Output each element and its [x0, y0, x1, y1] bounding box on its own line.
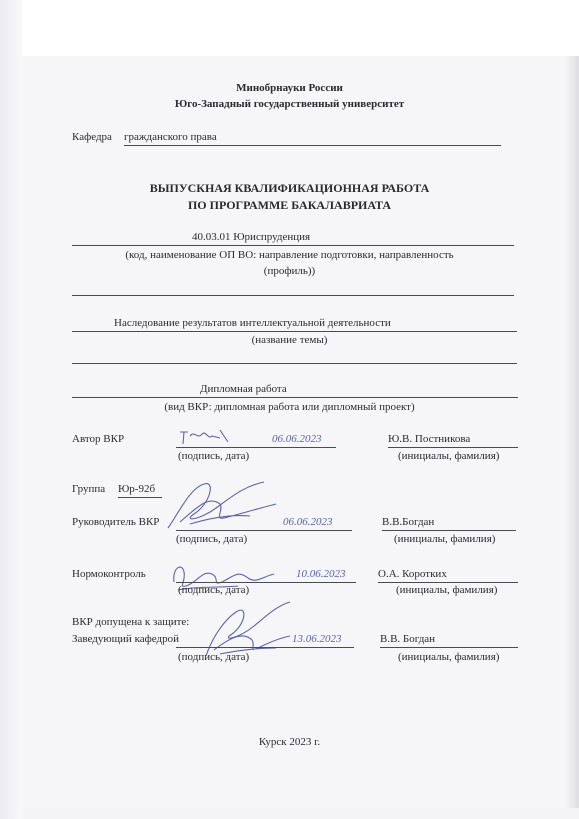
supervisor-sign-hint: (подпись, дата): [176, 533, 248, 545]
normcontrol-name-underline: [378, 582, 518, 583]
author-sign-hint: (подпись, дата): [178, 450, 250, 462]
normcontrol-label: Нормоконтроль: [72, 568, 146, 580]
normcontrol-sign-underline: [176, 582, 356, 583]
supervisor-signature: [160, 474, 280, 538]
city-year: Курск 2023 г.: [258, 736, 321, 748]
scan-right-shadow: [565, 56, 579, 808]
supervisor-name-hint: (инициалы, фамилия): [394, 533, 496, 545]
document-title-line1: ВЫПУСКНАЯ КВАЛИФИКАЦИОННАЯ РАБОТА: [149, 181, 430, 195]
university-name: Юго-Западный государственный университет: [174, 98, 405, 110]
normcontrol-date: 10.06.2023: [296, 568, 346, 580]
supervisor-name: В.В.Богдан: [382, 516, 435, 528]
supervisor-name-underline: [382, 530, 516, 531]
author-date: 06.06.2023: [272, 433, 322, 445]
author-label: Автор ВКР: [72, 433, 125, 445]
department-label: Кафедра: [72, 131, 112, 143]
supervisor-date: 06.06.2023: [283, 516, 333, 528]
program-value: 40.03.01 Юриспруденция: [192, 231, 311, 243]
document-page: [22, 56, 565, 808]
topic-hint: (название темы): [251, 334, 328, 346]
work-type-hint: (вид ВКР: дипломная работа или дипломный проект): [164, 401, 415, 413]
work-type-value: Дипломная работа: [200, 383, 287, 395]
program-extra-line: [72, 295, 514, 296]
topic-extra-line: [72, 363, 517, 364]
department-value: гражданского права: [124, 131, 217, 143]
author-name: Ю.В. Постникова: [388, 433, 471, 445]
group-underline: [118, 497, 162, 498]
head-of-department-name-underline: [380, 647, 518, 648]
scan-top-margin: [22, 0, 579, 56]
head-of-department-sign-hint: (подпись, дата): [178, 651, 250, 663]
scan-bottom-margin: [22, 808, 579, 819]
program-underline: [72, 245, 514, 246]
head-of-department-date: 13.06.2023: [292, 633, 342, 645]
author-name-hint: (инициалы, фамилия): [398, 450, 500, 462]
department-underline: [124, 145, 501, 146]
normcontrol-name: О.А. Коротких: [378, 568, 447, 580]
author-name-underline: [388, 447, 518, 448]
topic-value: Наследование результатов интеллектуальной деятельности: [114, 317, 391, 329]
document-title-line2: ПО ПРОГРАММЕ БАКАЛАВРИАТА: [187, 198, 392, 212]
topic-underline: [72, 331, 517, 332]
head-of-department-name-hint: (инициалы, фамилия): [398, 651, 500, 663]
head-of-department-label: Заведующий кафедрой: [72, 633, 179, 645]
admission-line: ВКР допущена к защите:: [72, 616, 190, 628]
author-signature: [176, 424, 236, 448]
program-hint-line2: (профиль)): [263, 265, 316, 277]
author-sign-underline: [176, 447, 336, 448]
head-of-department-sign-underline: [176, 647, 354, 648]
group-label: Группа: [72, 483, 106, 495]
normcontrol-sign-hint: (подпись, дата): [178, 584, 250, 596]
supervisor-label: Руководитель ВКР: [72, 516, 160, 528]
normcontrol-name-hint: (инициалы, фамилия): [396, 584, 498, 596]
supervisor-sign-underline: [176, 530, 352, 531]
head-of-department-name: В.В. Богдан: [380, 633, 436, 645]
group-value: Юр-92б: [118, 483, 156, 495]
program-hint-line1: (код, наименование ОП ВО: направление подготовки, направленность: [125, 249, 454, 261]
work-type-underline: [72, 397, 518, 398]
ministry-name: Минобрнауки России: [236, 82, 343, 94]
